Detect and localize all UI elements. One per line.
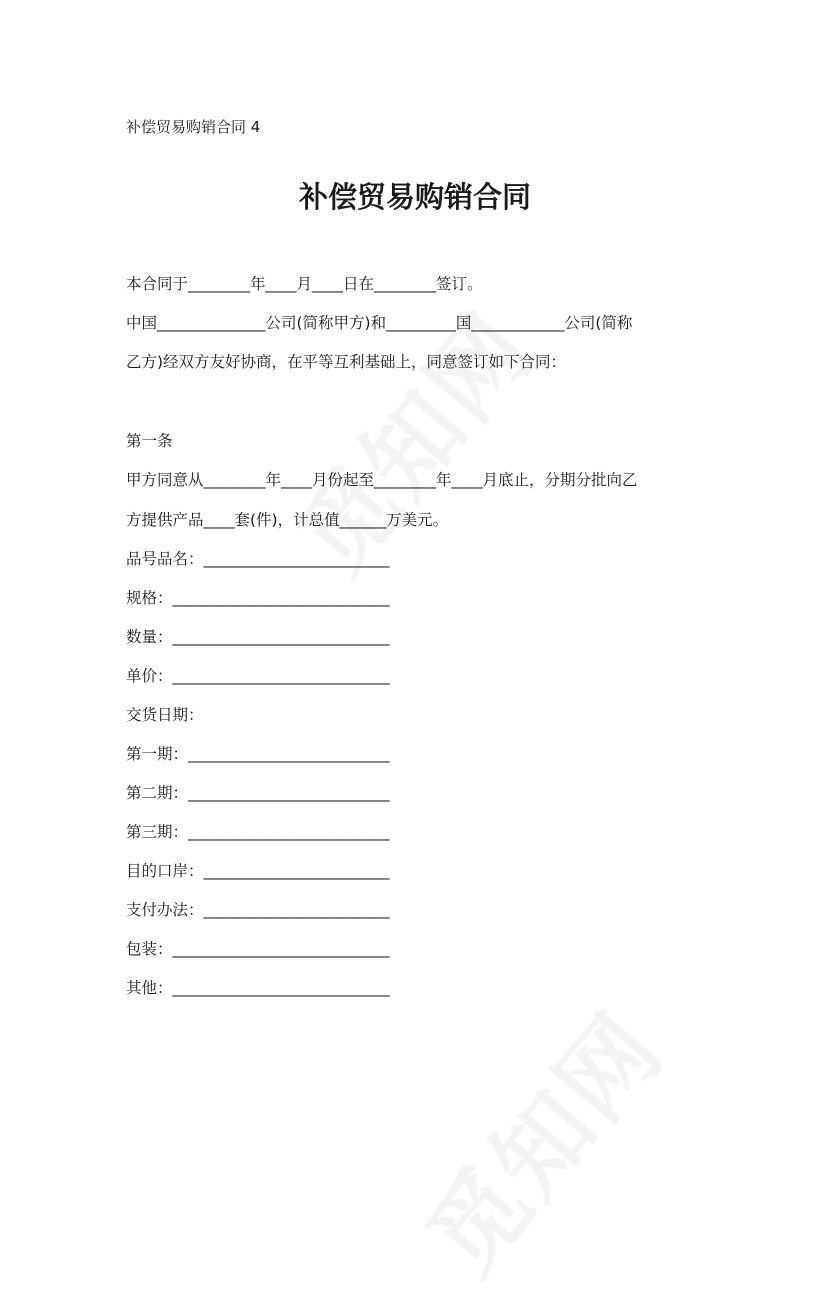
- text-line: 中国______________公司(简称甲方)和_________国____________公司(简称: [126, 314, 633, 332]
- form-field-line: 第一期：__________________________: [126, 745, 390, 763]
- text-line: 乙方)经双方友好协商，在平等互利基础上，同意签订如下合同：: [126, 353, 567, 371]
- watermark: [391, 980, 689, 1297]
- form-field-line: 目的口岸：________________________: [126, 862, 390, 880]
- form-field-line: 数量：____________________________: [126, 628, 390, 646]
- section-heading: 第一条: [126, 432, 173, 450]
- page-title: 补偿贸易购销合同: [298, 180, 531, 214]
- form-field-line: 单价：____________________________: [126, 667, 390, 685]
- text-line: 甲方同意从________年____月份起至________年____月底止，分期分批向乙: [126, 471, 638, 489]
- form-field-line: 包装：____________________________: [126, 940, 390, 958]
- text-line: 本合同于________年____月____日在________签订。: [126, 275, 483, 293]
- form-field-line: 支付办法：________________________: [126, 901, 390, 919]
- form-field-line: 品号品名：________________________: [126, 550, 390, 568]
- form-field-line: 其他：____________________________: [126, 979, 390, 997]
- form-field-line: 第二期：__________________________: [126, 784, 390, 802]
- form-field-line: 交货日期：: [126, 706, 204, 724]
- document-label: 补偿贸易购销合同 4: [126, 118, 261, 136]
- form-field-line: 规格：____________________________: [126, 589, 390, 607]
- text-line: 方提供产品____套(件)，计总值______万美元。: [126, 511, 449, 529]
- form-field-line: 第三期：__________________________: [126, 823, 390, 841]
